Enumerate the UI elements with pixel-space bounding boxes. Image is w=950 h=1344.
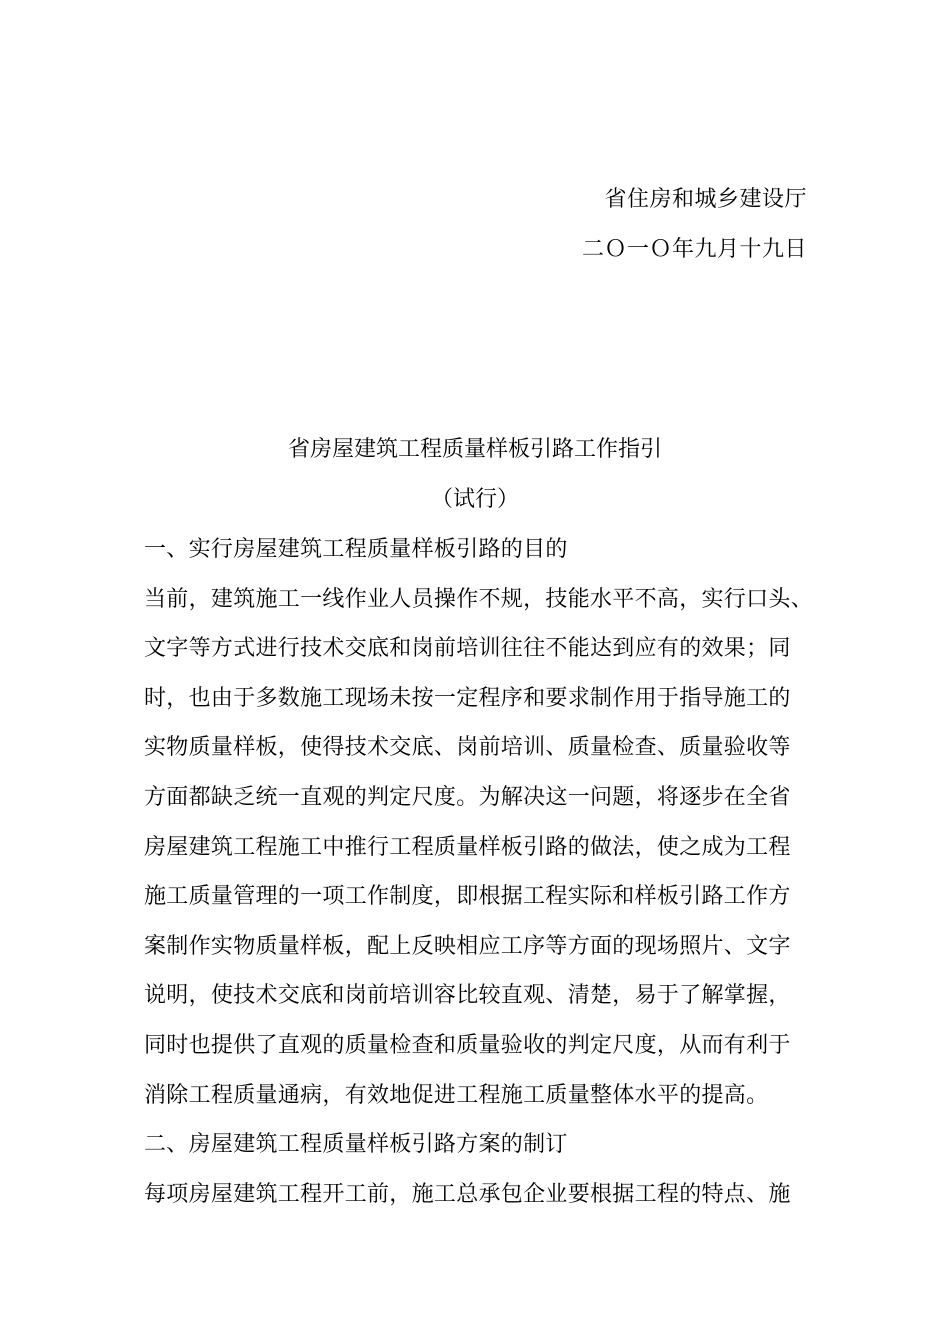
document-subtitle: （试行） — [430, 487, 519, 512]
paragraph-line: 房屋建筑工程施工中推行工程质量样板引路的做法，使之成为工程 — [144, 834, 791, 860]
paragraph-line: 同时也提供了直观的质量检查和质量验收的判定尺度，从而有利于 — [144, 1032, 791, 1058]
section-heading-1: 一、实行房屋建筑工程质量样板引路的目的 — [144, 537, 568, 562]
issue-date: 二Ｏ一Ｏ年九月十九日 — [581, 237, 807, 262]
issuer-signature: 省住房和城乡建设厅 — [604, 187, 807, 212]
paragraph-line: 文字等方式进行技术交底和岗前培训往往不能达到应有的效果；同 — [144, 636, 791, 662]
paragraph-line: 消除工程质量通病，有效地促进工程施工质量整体水平的提高。 — [144, 1082, 769, 1108]
paragraph-line: 每项房屋建筑工程开工前，施工总承包企业要根据工程的特点、施 — [144, 1181, 791, 1207]
paragraph-line: 说明，使技术交底和岗前培训容比较直观、清楚，易于了解掌握， — [144, 983, 791, 1009]
section-heading-2: 二、房屋建筑工程质量样板引路方案的制订 — [144, 1132, 568, 1158]
paragraph-line: 方面都缺乏统一直观的判定尺度。为解决这一问题，将逐步在全省 — [144, 784, 791, 810]
paragraph-line: 实物质量样板，使得技术交底、岗前培训、质量检查、质量验收等 — [144, 735, 791, 761]
document-title: 省房屋建筑工程质量样板引路工作指引 — [287, 437, 662, 462]
paragraph-line: 案制作实物质量样板，配上反映相应工序等方面的现场照片、文字 — [144, 933, 791, 959]
document-body — [144, 535, 814, 1229]
paragraph-line: 施工质量管理的一项工作制度，即根据工程实际和样板引路工作方 — [144, 884, 791, 910]
paragraph-line: 当前，建筑施工一线作业人员操作不规，技能水平不高，实行口头、 — [144, 586, 814, 612]
paragraph-line: 时，也由于多数施工现场未按一定程序和要求制作用于指导施工的 — [144, 685, 791, 711]
